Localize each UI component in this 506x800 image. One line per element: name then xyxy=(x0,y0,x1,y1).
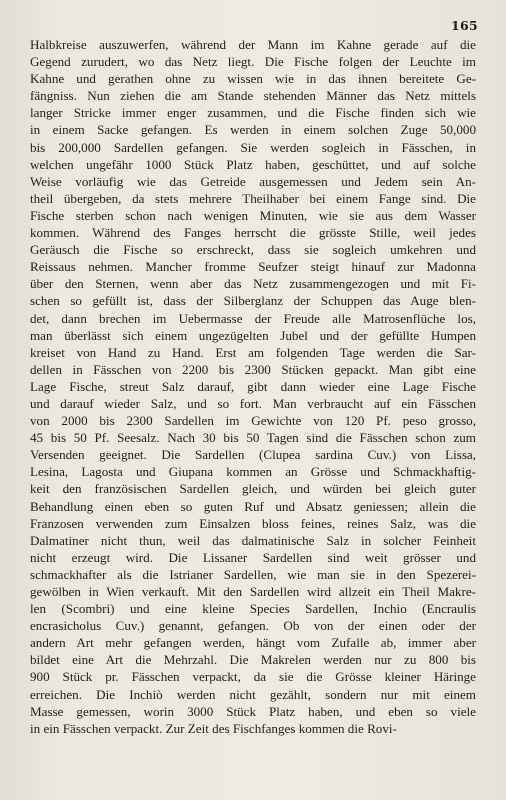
text-line: man überlässt sich einem ungezügelten Jubel und der gefüllte Humpen xyxy=(30,327,476,343)
text-line: andern Art mehr gefangen werden, hängt vom Zufalle ab, immer aber xyxy=(30,635,476,651)
text-line: schmackhafter als die Istrianer Sardellen, wie man sie in den Spezerei- xyxy=(30,566,476,582)
text-line: fängniss. Nun ziehen die am Stande stehenden Männer das Netz mittels xyxy=(30,88,476,104)
text-line: bis 200,000 Sardellen gefangen. Sie werden sogleich in Fässchen, in xyxy=(30,139,476,155)
text-line: Gegend zurudert, wo das Netz liegt. Die Fische folgen der Leuchte im xyxy=(30,54,476,70)
text-line: bildet eine Art die Mehrzahl. Die Makrelen werden nur zu 800 bis xyxy=(30,652,476,668)
text-line: len (Scombri) und eine kleine Species Sardellen, Inchio (Encraulis xyxy=(30,601,476,617)
text-line: über den Sternen, wenn aber das Netz zusammengezogen und mit Fi- xyxy=(30,276,476,292)
text-line: in ein Fässchen verpackt. Zur Zeit des Fischfanges kommen die Rovi- xyxy=(30,720,397,736)
text-line: theil übergeben, da stets mehrere Theilhaber bei einem Fange sind. Die xyxy=(30,190,476,206)
text-line: Masse gemessen, worin 3000 Stück Platz haben, und eben so viele xyxy=(30,703,476,719)
text-line: Geräusch die Fische so erschreckt, dass sie sogleich umkehren und xyxy=(30,242,476,258)
text-line: Versenden geeignet. Die Sardellen (Clupea sardina Cuv.) von Lissa, xyxy=(30,447,476,463)
text-line: det, dann brechen im Uebermasse der Freude alle Matrosenflüche los, xyxy=(30,310,476,326)
body-text xyxy=(30,36,476,737)
text-line: kommen. Während des Fanges herrscht die grösste Stille, weil jedes xyxy=(30,225,476,241)
text-line: dellen in Fässchen von 2200 bis 2300 Stücken gepackt. Man gibt eine xyxy=(30,361,476,377)
text-line: 900 Stück pr. Fässchen verpackt, da sie die Grösse kleiner Häringe xyxy=(30,669,476,685)
text-line: Weise vorläufig wie das Getreide ausgemessen und Jedem sein An- xyxy=(30,173,476,189)
text-line: Lage Fische, streut Salz darauf, gibt dann wieder eine Lage Fische xyxy=(30,378,476,394)
text-line: Dalmatiner nicht thun, weil das dalmatinische Salz in solcher Feinheit xyxy=(30,532,476,548)
text-line: schen so gefüllt ist, dass der Silberglanz der Schuppen das Auge blen- xyxy=(30,293,476,309)
text-line: Kahne und gerathen ohne zu wissen wie in das ihnen bereitete Ge- xyxy=(30,71,476,87)
text-line: und darauf wieder Salz, und so fort. Man verbraucht auf ein Fässchen xyxy=(30,395,476,411)
text-line: 45 bis 50 Pf. Seesalz. Nach 30 bis 50 Tagen sind die Fässchen schon zum xyxy=(30,430,476,446)
text-line: Halbkreise auszuwerfen, während der Mann im Kahne gerade auf die xyxy=(30,37,476,52)
text-line: erreichen. Die Inchiò werden nicht gezählt, sondern nur mit einem xyxy=(30,686,476,702)
text-line: Behandlung einen eben so guten Ruf und Absatz geniessen; allein die xyxy=(30,498,476,514)
page-number: 165 xyxy=(451,18,478,33)
text-line: Lesina, Lagosta und Giupana kommen an Grösse und Schmackhaftig- xyxy=(30,464,476,480)
text-line: nicht erzeugt wird. Die Lissaner Sardellen sind weit grösser und xyxy=(30,549,476,565)
text-line: gewölben in Wien verkauft. Mit den Sardellen wird allzeit ein Theil Makre- xyxy=(30,584,476,599)
text-line: Reissaus nehmen. Mancher fromme Seufzer steigt hinauf zur Madonna xyxy=(30,259,476,275)
text-line: kreiset von Hand zu Hand. Erst am folgenden Tage werden die Sar- xyxy=(30,344,476,360)
text-line: Franzosen verwenden zum Einsalzen bloss feines, reines Salz, was die xyxy=(30,515,476,531)
text-line: von 2000 bis 2300 Sardellen im Gewichte von 120 Pf. peso grosso, xyxy=(30,413,476,429)
text-line: in einem Sacke gefangen. Es werden in einem solchen Zuge 50,000 xyxy=(30,122,476,138)
text-line: langer Stricke immer enger zusammen, und die Fische finden sich wie xyxy=(30,105,476,121)
text-line: encrasicholus Cuv.) genannt, gefangen. Ob von der einen oder der xyxy=(30,618,476,634)
text-line: keit den französischen Sardellen gleich, und würden bei gleich guter xyxy=(30,481,476,497)
text-line: welchen ungefähr 1000 Stück Platz haben, geschüttet, und auf solche xyxy=(30,156,476,172)
text-line: Fische sterben schon nach wenigen Minuten, wie sie aus dem Wasser xyxy=(30,207,476,223)
